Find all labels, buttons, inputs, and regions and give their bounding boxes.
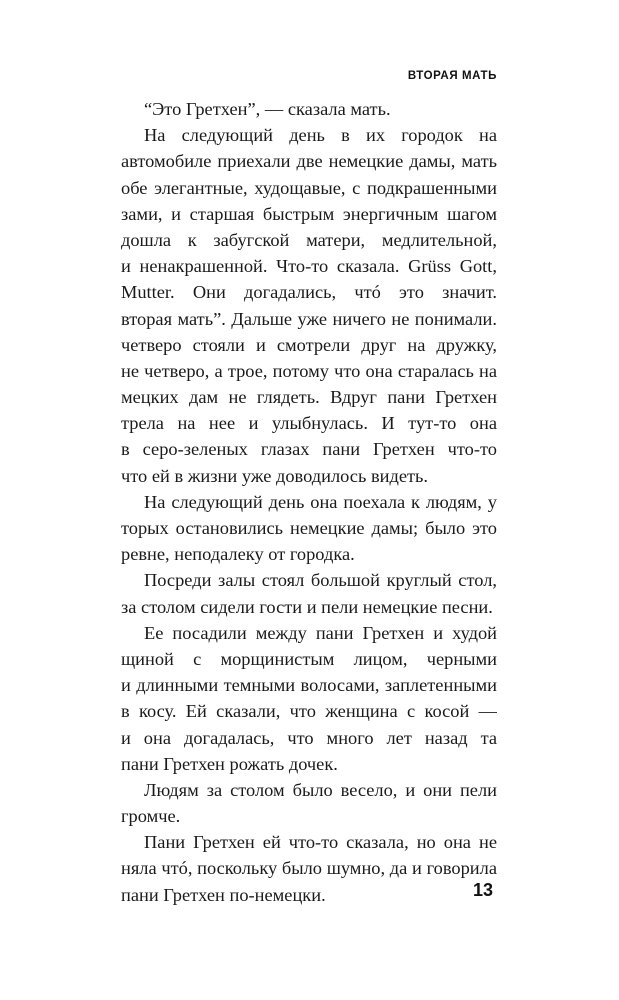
text-line: На следующий день она поехала к людям, у bbox=[144, 491, 497, 512]
text-line: громче. bbox=[121, 806, 181, 827]
text-line: в косу. Ей сказали, что женщина с косой — bbox=[121, 701, 497, 722]
text-line: и ненакрашенной. Что-то сказала. Grüss Gott, bbox=[121, 256, 497, 277]
text-line: Mutter. Они догадались, чтó это значит. bbox=[121, 282, 497, 303]
text-line: обе элегантные, худощавые, с подкрашенными bbox=[121, 177, 497, 198]
text-line: вторая мать”. Дальше уже ничего не понимали. bbox=[121, 308, 497, 329]
text-line: щиной с морщинистым лицом, черными bbox=[121, 648, 497, 669]
text-line: “Это Гретхен”, — сказала мать. bbox=[144, 99, 391, 119]
text-line: автомобиле приехали две немецкие дамы, мать bbox=[121, 151, 497, 172]
body-text bbox=[121, 96, 497, 908]
text-line: зами, и старшая быстрым энергичным шагом bbox=[121, 203, 497, 224]
text-line: что ей в жизни уже доводилось видеть. bbox=[121, 465, 429, 486]
running-header: ВТОРАЯ МАТЬ bbox=[407, 70, 497, 82]
text-line: пани Гретхен рожать дочек. bbox=[121, 753, 338, 774]
text-line: Пани Гретхен ей что-то сказала, но она не bbox=[144, 832, 497, 853]
text-line: Ее посадили между пани Гретхен и худой bbox=[144, 622, 497, 643]
text-line: Людям за столом было весело, и они пели bbox=[144, 779, 497, 800]
text-line: мецких дам не глядеть. Вдруг пани Гретхен bbox=[121, 387, 497, 408]
text-line: ревне, неподалеку от городка. bbox=[121, 544, 355, 565]
text-line: пани Гретхен по-немецки. bbox=[121, 884, 326, 905]
text-line: трела на нее и улыбнулась. И тут-то она bbox=[121, 413, 497, 434]
text-line: за столом сидели гости и пели немецкие песни. bbox=[121, 596, 493, 617]
page-number: 13 bbox=[472, 880, 493, 900]
text-line: Посреди залы стоял большой круглый стол, bbox=[144, 570, 497, 591]
text-line: няла чтó, поскольку было шумно, да и говорила bbox=[121, 858, 497, 879]
text-line: торых остановились немецкие дамы; было это bbox=[121, 518, 497, 538]
text-line: дошла к забугской матери, медлительной, bbox=[121, 229, 497, 250]
text-line: и она догадалась, что много лет назад та bbox=[121, 727, 497, 748]
text-line: не четверо, а трое, потому что она старалась на bbox=[121, 360, 497, 381]
text-line: и длинными темными волосами, заплетенными bbox=[121, 675, 497, 696]
text-line: четверо стояли и смотрели друг на дружку, bbox=[121, 334, 497, 355]
text-line: в серо-зеленых глазах пани Гретхен что-то bbox=[121, 439, 497, 460]
text-line: На следующий день в их городок на bbox=[144, 125, 497, 146]
